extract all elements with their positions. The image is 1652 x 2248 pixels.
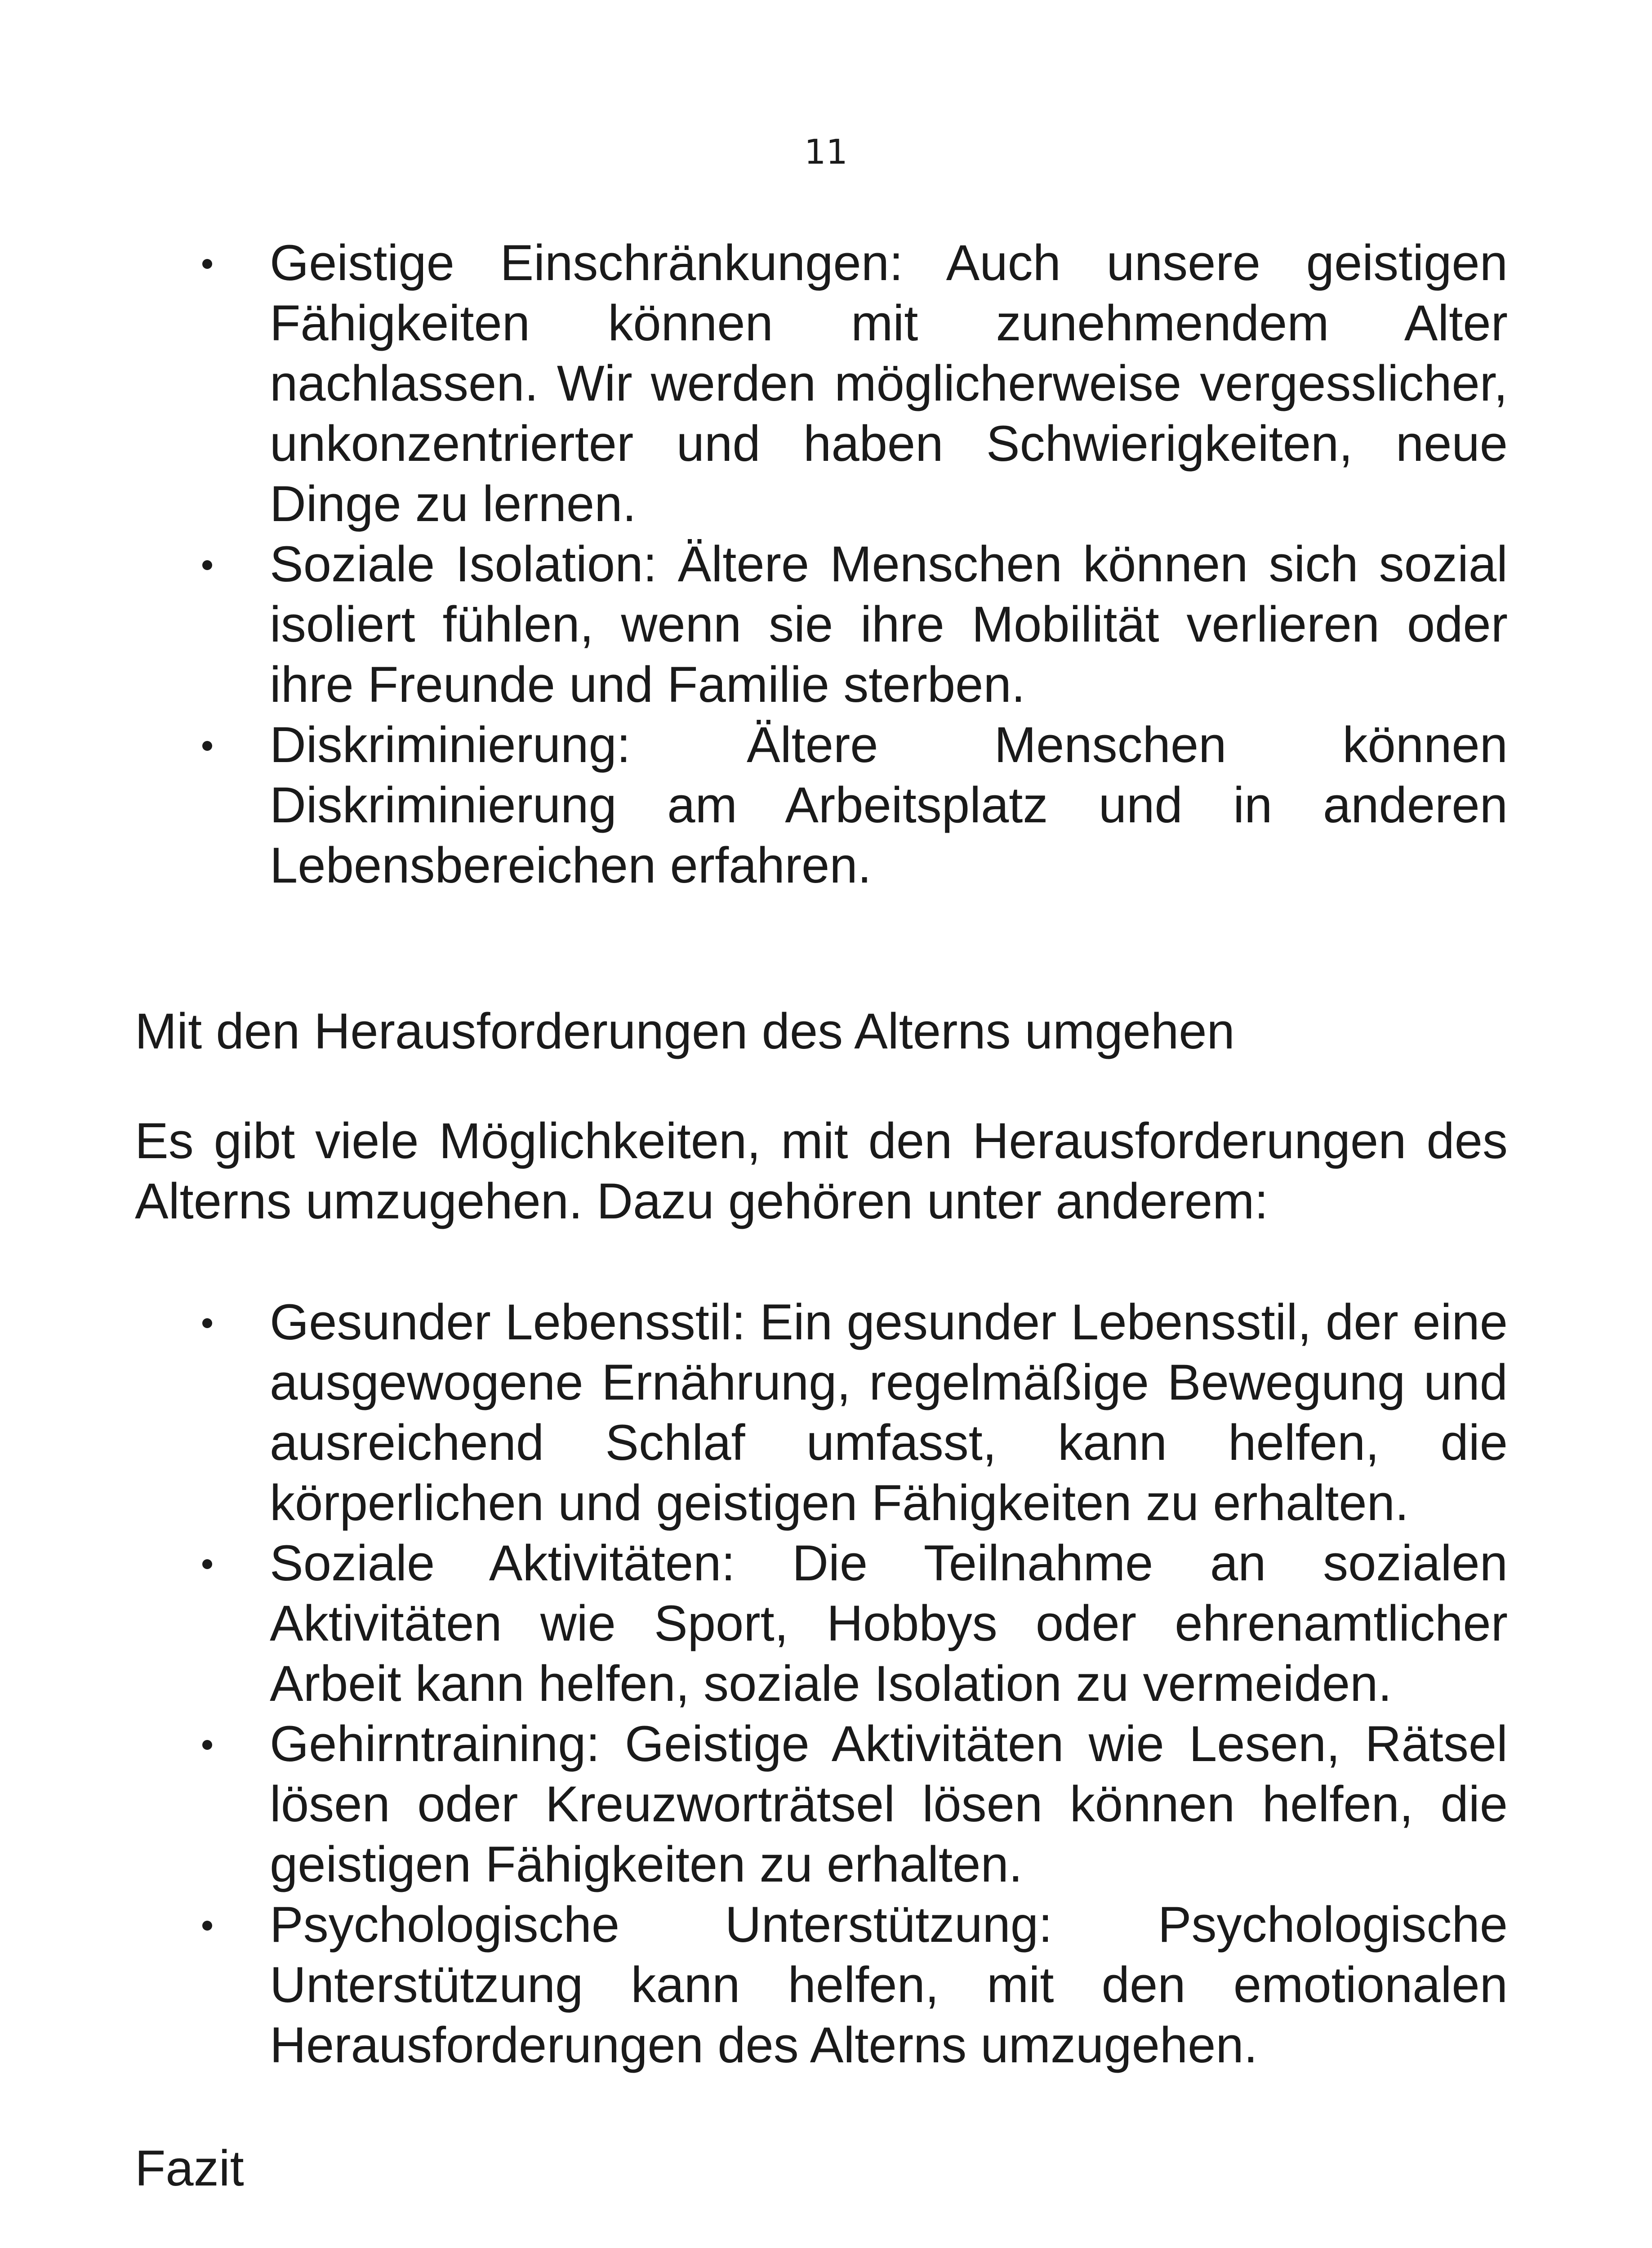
bullet-icon (202, 1559, 212, 1569)
bullet-icon (202, 560, 212, 570)
section-heading: Mit den Herausforderungen des Alterns umgehen (135, 1003, 1235, 1059)
section-heading-fazit: Fazit (135, 2140, 244, 2196)
list-item-text: Gesunder Lebensstil: Ein gesunder Lebensstil, der eine ausgewogene Ernährung, regelmäßige Bewegung und ausreichend Schlaf umfasst, kann helfen, die körperlichen und geistigen Fähigkeiten zu erhalten. (270, 1294, 1508, 1531)
bullet-icon (202, 741, 212, 751)
list-item-text: Soziale Aktivitäten: Die Teilnahme an sozialen Aktivitäten wie Sport, Hobbys oder ehrenamtlicher Arbeit kann helfen, soziale Isolation zu vermeiden. (270, 1535, 1508, 1712)
list-item-text: Gehirntraining: Geistige Aktivitäten wie Lesen, Rätsel lösen oder Kreuzworträtsel lösen können helfen, die geistigen Fähigkeiten zu erhalten. (270, 1716, 1508, 1892)
intro-paragraph: Es gibt viele Möglichkeiten, mit den Herausforderungen des Alterns umzugehen. Dazu gehören unter anderem: (135, 1113, 1508, 1229)
bullet-icon (202, 1318, 212, 1328)
bullet-icon (202, 1740, 212, 1750)
list-item (135, 1533, 1508, 1714)
list-item (135, 534, 1508, 715)
list-item (135, 1714, 1508, 1895)
page-number: 11 (804, 132, 848, 172)
list-item (135, 233, 1508, 534)
challenges-list (135, 233, 1508, 896)
list-item (135, 715, 1508, 896)
list-item (135, 1292, 1508, 1533)
list-item (135, 1895, 1508, 2075)
list-item-text: Diskriminierung: Ältere Menschen können Diskriminierung am Arbeitsplatz und in anderen Lebensbereichen erfahren. (270, 717, 1508, 893)
list-item-text: Geistige Einschränkungen: Auch unsere geistigen Fähigkeiten können mit zunehmendem Alter nachlassen. Wir werden möglicherweise vergesslicher, unkonzentrierter und haben Schwierigkeiten, neue Dinge zu lernen. (270, 235, 1508, 532)
list-item-text: Psychologische Unterstützung: Psychologische Unterstützung kann helfen, mit den emotionalen Herausforderungen des Alterns umzugehen. (270, 1896, 1508, 2073)
coping-list (135, 1292, 1508, 2075)
bullet-icon (202, 259, 212, 269)
bullet-icon (202, 1921, 212, 1931)
page-content (135, 233, 1508, 2199)
list-item-text: Soziale Isolation: Ältere Menschen können sich sozial isoliert fühlen, wenn sie ihre Mobilität verlieren oder ihre Freunde und Familie sterben. (270, 536, 1508, 713)
